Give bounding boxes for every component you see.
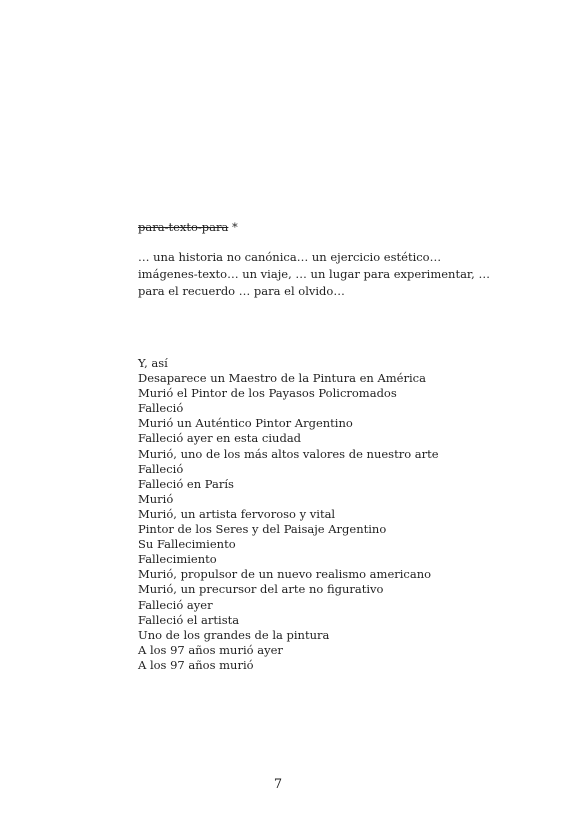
poem-line: Falleció en París	[138, 476, 234, 491]
struck-heading-text: para-texto-para	[138, 220, 229, 234]
poem-line: Falleció	[138, 461, 184, 476]
poem-line: Murió el Pintor de los Payasos Policromados	[138, 386, 397, 401]
poem-line: Y, así	[138, 356, 168, 370]
poem-line: Murió un Auténtico Pintor Argentino	[138, 416, 353, 431]
poem-line: Falleció	[138, 401, 184, 416]
poem-block	[138, 356, 439, 673]
intro-line: … una historia no canónica… un ejercicio estético…	[138, 250, 442, 264]
poem-line: Murió, un artista fervoroso y vital	[138, 506, 336, 521]
heading-asterisk: *	[232, 220, 238, 234]
intro-paragraph	[138, 249, 490, 300]
poem-line: Desaparece un Maestro de la Pintura en América	[138, 371, 426, 386]
intro-line: imágenes-texto… un viaje, … un lugar para experimentar, …	[138, 267, 490, 281]
poem-line: Murió	[138, 491, 174, 506]
page-number: 7	[273, 777, 283, 792]
poem-line: A los 97 años murió	[138, 657, 254, 672]
poem-line: A los 97 años murió ayer	[138, 642, 283, 657]
poem-line: Falleció el artista	[138, 612, 240, 627]
poem-line: Murió, propulsor de un nuevo realismo americano	[138, 567, 432, 582]
poem-line: Fallecimiento	[138, 552, 217, 567]
poem-line: Falleció ayer en esta ciudad	[138, 431, 302, 446]
poem-line: Murió, uno de los más altos valores de nuestro arte	[138, 446, 439, 461]
poem-line: Murió, un precursor del arte no figurativo	[138, 582, 384, 597]
poem-line: Uno de los grandes de la pintura	[138, 627, 330, 642]
poem-line: Su Fallecimiento	[138, 537, 236, 552]
poem-line: Falleció ayer	[138, 597, 213, 612]
section-heading	[138, 220, 238, 235]
poem-line: Pintor de los Seres y del Paisaje Argentino	[138, 522, 387, 537]
intro-line: para el recuerdo … para el olvido…	[138, 284, 345, 298]
